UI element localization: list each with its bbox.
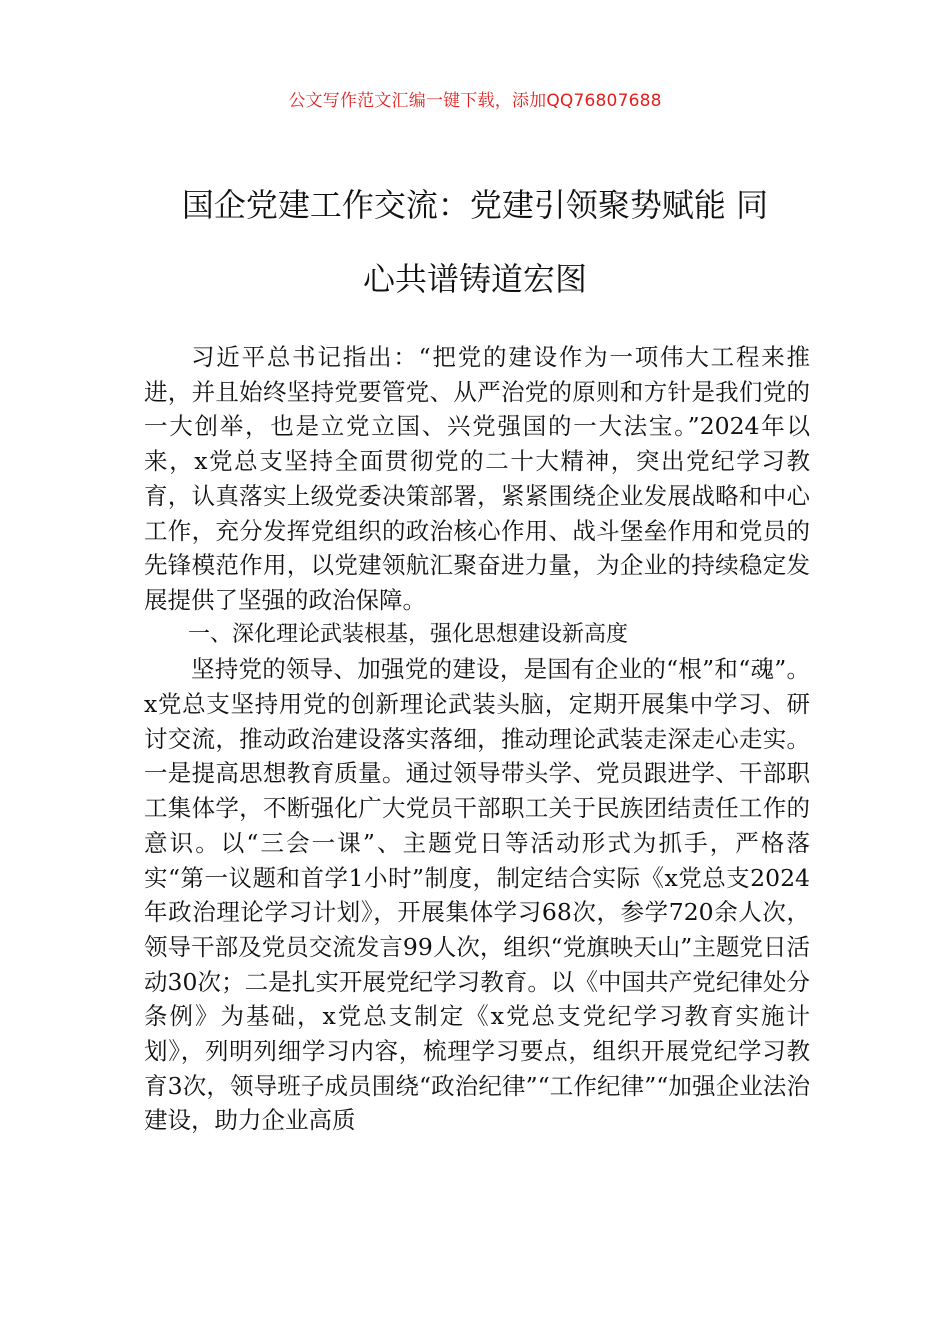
section-heading: 一、深化理论武装根基，强化思想建设新高度 [188, 621, 629, 647]
document-title [140, 168, 810, 316]
body-paragraph: 坚持党的领导、加强党的建设，是国有企业的“根”和“魂”。x党总支坚持用党的创新理论武装头脑，定期开展集中学习、研讨交流，推动政治建设落实落细，推动理论武装走深走心走实。一是提高思想教育质量。通过领导带头学、党员跟进学、干部职工集体学，不断强化广大党员干部职工关于民族团结责任工作的意识。以“三会一课”、主题党日等活动形式为抓手，严格落实“第一议题和首学1小时”制度，制定结合实际《x党总支2024年政治理论学习计划》，开展集体学习68次，参学720余人次，领导干部及党员交流发言99人次，组织“党旗映天山”主题党日活动30次；二是扎实开展党纪学习教育。以《中国共产党纪律处分条例》为基础，x党总支制定《x党总支党纪学习教育实施计划》，列明列细学习内容，梳理学习要点，组织开展党纪学习教育3次，领导班子成员围绕“政治纪律”“工作纪律”“加强企业法治建设，助力企业高质 [144, 655, 810, 1135]
intro-paragraph: 习近平总书记指出：“把党的建设作为一项伟大工程来推进，并且始终坚持党要管党、从严治党的原则和方针是我们党的一大创举，也是立党立国、兴党强国的一大法宝。”2024年以来，x党总支坚持全面贯彻党的二十大精神，突出党纪学习教育，认真落实上级党委决策部署，紧紧围绕企业发展战略和中心工作，充分发挥党组织的政治核心作用、战斗堡垒作用和党员的先锋模范作用，以党建领航汇聚奋进力量，为企业的持续稳定发展提供了坚强的政治保障。 [144, 343, 810, 614]
title-line-2: 心共谱铸道宏图 [362, 260, 587, 298]
download-banner: 公文写作范文汇编一键下载，添加QQ76807688 [288, 91, 662, 111]
title-line-1: 国企党建工作交流：党建引领聚势赋能 同 [181, 186, 769, 224]
document-body [144, 340, 810, 1138]
